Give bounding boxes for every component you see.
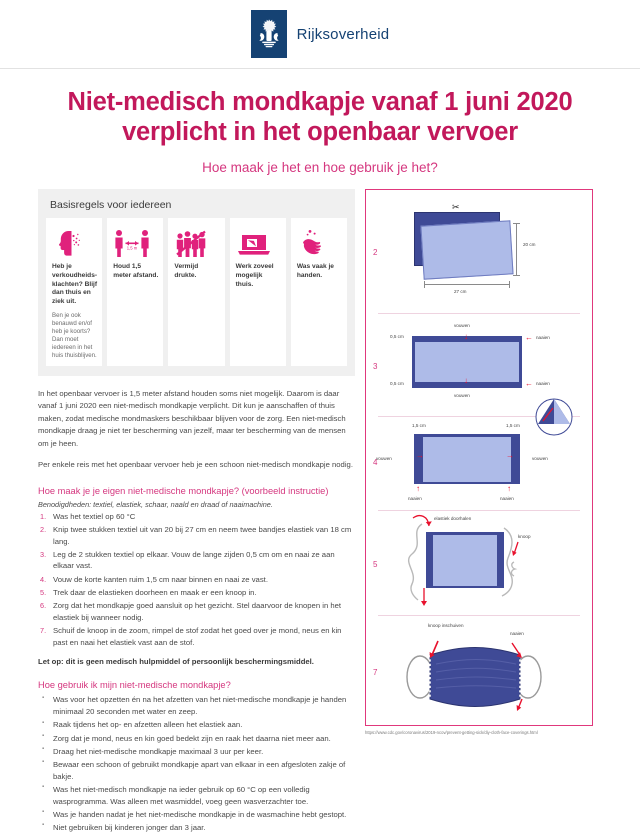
list-item: Knip twee stukken textiel uit van 20 bij 27 cm en neem twee bandjes elastiek van 18 cm lang.: [53, 524, 352, 546]
diagram-step-number: 4: [373, 458, 378, 468]
diagram-step-2: [366, 190, 592, 313]
list-item: ▪ Was het niet-medisch mondkapje na ieder gebruik op 60 °C op een volledig wasprogramma. Was alleen met wasmiddel, voeg geen wasverzachter toe.: [38, 784, 355, 807]
rule-card-stay-home: [46, 218, 102, 366]
rule-card-wash-hands: [291, 218, 347, 366]
diagram-label-bottom-left-sew: naaien: [408, 496, 422, 502]
organisation-name: Rijksoverheid: [296, 25, 390, 43]
rule-card-label: Was vaak je handen.: [296, 263, 334, 279]
distance-two-people-icon: [113, 224, 158, 258]
rule-card-work-home: [230, 218, 286, 366]
right-column: [365, 189, 593, 735]
diagram-label-width: 27 cm: [454, 289, 467, 295]
list-item: ▪ Raak tijdens het op- en afzetten alleen het elastiek aan.: [38, 719, 355, 731]
diagram-label-top-right-measure: 1,5 cm: [506, 423, 520, 429]
list-item: ▪ Was voor het opzetten én na het afzetten van het niet-medische mondkapje je handen minimaal 20 seconden met water en zeep.: [38, 694, 355, 717]
diagram-label-bottom-right-sew: naaien: [500, 496, 514, 502]
use-items-list: [38, 694, 355, 833]
page-title-line2: verplicht in het openbaar vervoer: [122, 118, 518, 147]
source-url[interactable]: https://www.cdc.gov/coronavirus/2019-ncov/prevent-getting-sick/diy-cloth-face-coverings.html: [365, 730, 538, 736]
list-item: ▪ Zorg dat je mond, neus en kin goed bedekt zijn en raak het daarna niet meer aan.: [38, 733, 355, 745]
basic-rules-cards: [46, 218, 347, 366]
make-heading: Hoe maak je je eigen niet-medische mondkapje? (voorbeeld instructie): [38, 485, 329, 496]
washing-hands-icon: [297, 224, 342, 258]
rule-card-label: Werk zoveel mogelijk thuis.: [235, 263, 274, 288]
diagram-step-5: [366, 510, 592, 615]
list-item: ▪ Bewaar een schoon of gebruikt mondkapje apart van elkaar in een afgesloten zakje of bakje.: [38, 759, 355, 782]
diagram-label-top-left-measure: 1,5 cm: [412, 423, 426, 429]
rijksoverheid-logo: [251, 10, 287, 58]
elastic-threading-illustration: [366, 510, 566, 615]
finished-mask-illustration: [366, 615, 592, 727]
warning-note: Let op: dit is geen medisch hulpmiddel of persoonlijk beschermingsmiddel.: [38, 657, 314, 667]
diagram-label-thread-elastic: elastiek doorhalen: [434, 516, 472, 522]
diagram-step-4: 1,5 cm 1,5 cm vouwen vouwen naaien naaien → → ↑ ↑: [366, 416, 592, 510]
list-item: ▪ Niet gebruiken bij kinderen jonger dan 3 jaar.: [38, 822, 355, 834]
laptop-work-from-home-icon: [236, 224, 281, 258]
intro-paragraph-2: Per enkele reis met het openbaar vervoer heb je een schoon niet-medisch mondkapje nodig.: [38, 460, 353, 470]
site-header: [0, 0, 640, 69]
list-item: ▪ Draag het niet-medische mondkapje maximaal 3 uur per keer.: [38, 746, 355, 758]
left-column: [10, 189, 355, 835]
content-columns: [0, 175, 640, 835]
title-block: [0, 69, 640, 175]
list-item: Schuif de knoop in de zoom, rimpel de stof zodat het goed over je mond, neus en kin past en naai het elastiek vast aan de stof.: [53, 626, 342, 647]
diagram-step-7: [366, 615, 592, 727]
diagram-label-knot: knoop: [518, 534, 531, 540]
make-steps-list: [38, 511, 355, 649]
rule-card-label: Houd 1,5 meter afstand.: [113, 263, 159, 279]
corner-detail-illustration: [531, 394, 577, 438]
netherlands-coat-of-arms-icon: [256, 17, 282, 51]
diagram-label-sew: naaien: [510, 631, 524, 637]
diagram-step-number: 2: [373, 248, 378, 258]
intro-paragraph-1: In het openbaar vervoer is 1,5 meter afstand houden soms niet mogelijk. Daarom is daar vanaf 1 juni 2020 een niet-medisch mondkapje verplicht. Dit kun je aanschaffen of thuis maken, zodat medische mondmaskers beschikbaar blijven voor de zorg. Een niet-medisch mondkapje draag je niet ter bescherming van jezelf, maar ter bescherming van de mensen om je heen.: [38, 388, 346, 448]
rule-card-avoid-crowds: [168, 218, 224, 366]
materials-line: Benodigdheden: textiel, elastiek, schaar, naald en draad of naaimachine.: [38, 499, 273, 509]
diagram-label-height: 20 cm: [523, 242, 536, 248]
diagram-label-right-fold: vouwen: [532, 456, 548, 462]
scissors-icon: ✂: [452, 202, 460, 213]
diagram-label-bottom-fold: vouwen: [454, 393, 470, 399]
rule-card-distance: [107, 218, 163, 366]
basic-rules-panel: [38, 189, 355, 376]
rule-card-label: Vermijd drukte.: [174, 263, 199, 279]
list-item: Leg de 2 stukken textiel op elkaar. Vouw de lange zijden 0,5 cm om en naai ze aan elkaar vast.: [53, 549, 335, 571]
diagram-label-left-top: 0,5 cm: [390, 334, 404, 340]
list-item: Was het textiel op 60 °C: [53, 511, 136, 521]
page-subtitle: Hoe maak je het en hoe gebruik je het?: [202, 160, 438, 176]
instruction-diagram-panel: [365, 189, 593, 726]
list-item: Zorg dat het mondkapje goed aansluit op het gezicht. Stel daarvoor de knopen in het elastiek bij wanneer nodig.: [53, 601, 342, 622]
diagram-step-number: 7: [373, 668, 378, 678]
diagram-label-top-fold: vouwen: [454, 323, 470, 329]
rule-card-label: Heb je verkoudheidsklachten? Blijf dan thuis en ziek uit.: [52, 263, 98, 305]
list-item: Vouw de korte kanten ruim 1,5 cm naar binnen en naai ze vast.: [53, 574, 268, 584]
diagram-label-right-bottom-sew: naaien: [536, 381, 550, 387]
use-heading: Hoe gebruik ik mijn niet-medische mondkapje?: [38, 680, 231, 691]
svg-text:1,5 m: 1,5 m: [126, 245, 138, 251]
list-item: Trek daar de elastieken doorheen en maak er een knoop in.: [53, 587, 257, 597]
diagram-label-left-bottom: 0,5 cm: [390, 381, 404, 387]
diagram-step-number: 3: [373, 362, 378, 372]
diagram-label-right-top-sew: naaien: [536, 335, 550, 341]
diagram-step-number: 5: [373, 560, 378, 570]
diagram-label-left-fold: vouwen: [376, 456, 392, 462]
page-title: [40, 87, 600, 147]
coughing-person-icon: [52, 224, 97, 258]
rule-card-sub: Ben je ook benauwd en/of heb je koorts? Dan moet iedereen in het huis thuisblijven.: [52, 311, 97, 359]
diagram-step-3: 0,5 cm 0,5 cm vouwen vouwen naaien naaien ↓ ↓ ← ←: [390, 323, 550, 399]
diagram-label-slide-knot: knoop inschuiven: [428, 623, 464, 629]
list-item: ▪ Was je handen nadat je het niet-medische mondkapje in de wasmachine hebt gestopt.: [38, 809, 355, 821]
basic-rules-heading: Basisregels voor iedereen: [50, 199, 172, 212]
no-crowds-icon: [174, 224, 219, 258]
page-title-line1: Niet-medisch mondkapje vanaf 1 juni 2020: [67, 88, 573, 116]
